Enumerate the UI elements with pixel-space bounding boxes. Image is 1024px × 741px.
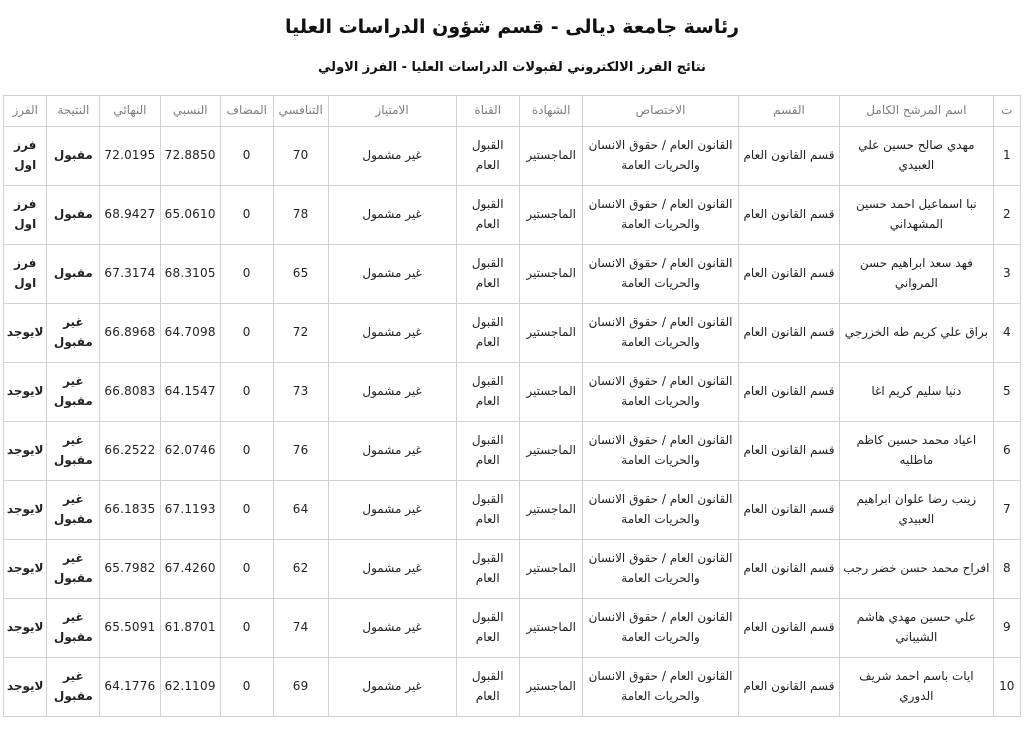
degree: الماجستير [519, 304, 582, 363]
col-header-relative: النسبي [160, 96, 220, 127]
excellence: غير مشمول [328, 658, 456, 717]
competitive-score: 65 [273, 245, 328, 304]
specialization: القانون العام / حقوق الانسان والحريات العامة [583, 127, 738, 186]
final-score: 66.8083 [100, 363, 160, 422]
candidate-name: علي حسين مهدي هاشم الشيباني [840, 599, 993, 658]
col-header-excellence: الامتياز [328, 96, 456, 127]
competitive-score: 72 [273, 304, 328, 363]
sort-status: فرز اول [4, 186, 47, 245]
result-status: مقبول [47, 186, 100, 245]
table-row [4, 363, 1021, 422]
results-table [3, 95, 1021, 717]
channel: القبول العام [456, 658, 519, 717]
relative-score: 62.1109 [160, 658, 220, 717]
relative-score: 72.8850 [160, 127, 220, 186]
channel: القبول العام [456, 599, 519, 658]
channel: القبول العام [456, 186, 519, 245]
page-subtitle: نتائج الفرز الالكتروني لقبولات الدراسات العليا - الفرز الاولي [318, 60, 706, 75]
excellence: غير مشمول [328, 304, 456, 363]
excellence: غير مشمول [328, 422, 456, 481]
specialization: القانون العام / حقوق الانسان والحريات العامة [583, 658, 738, 717]
specialization: القانون العام / حقوق الانسان والحريات العامة [583, 540, 738, 599]
result-status: غير مقبول [47, 363, 100, 422]
final-score: 66.2522 [100, 422, 160, 481]
added-score: 0 [220, 599, 273, 658]
added-score: 0 [220, 481, 273, 540]
col-header-degree: الشهادة [519, 96, 582, 127]
sort-status: فرز اول [4, 127, 47, 186]
added-score: 0 [220, 186, 273, 245]
sort-status: فرز اول [4, 245, 47, 304]
degree: الماجستير [519, 481, 582, 540]
specialization: القانون العام / حقوق الانسان والحريات العامة [583, 481, 738, 540]
added-score: 0 [220, 422, 273, 481]
table-row [4, 245, 1021, 304]
table-row [4, 658, 1021, 717]
sort-status: لايوجد [4, 658, 47, 717]
degree: الماجستير [519, 127, 582, 186]
relative-score: 68.3105 [160, 245, 220, 304]
result-status: مقبول [47, 245, 100, 304]
specialization: القانون العام / حقوق الانسان والحريات العامة [583, 304, 738, 363]
department: قسم القانون العام [738, 304, 839, 363]
sort-status: لايوجد [4, 599, 47, 658]
row-index: 1 [993, 127, 1020, 186]
col-header-sort: الفرز [4, 96, 47, 127]
result-status: مقبول [47, 127, 100, 186]
table-row [4, 127, 1021, 186]
table-row [4, 481, 1021, 540]
specialization: القانون العام / حقوق الانسان والحريات العامة [583, 245, 738, 304]
final-score: 66.1835 [100, 481, 160, 540]
final-score: 72.0195 [100, 127, 160, 186]
added-score: 0 [220, 658, 273, 717]
excellence: غير مشمول [328, 599, 456, 658]
excellence: غير مشمول [328, 245, 456, 304]
department: قسم القانون العام [738, 186, 839, 245]
row-index: 9 [993, 599, 1020, 658]
result-status: غير مقبول [47, 481, 100, 540]
col-header-result: النتيجة [47, 96, 100, 127]
row-index: 7 [993, 481, 1020, 540]
table-row [4, 422, 1021, 481]
added-score: 0 [220, 127, 273, 186]
department: قسم القانون العام [738, 363, 839, 422]
col-header-added: المضاف [220, 96, 273, 127]
table-row [4, 304, 1021, 363]
added-score: 0 [220, 363, 273, 422]
table-row [4, 186, 1021, 245]
row-index: 8 [993, 540, 1020, 599]
row-index: 6 [993, 422, 1020, 481]
added-score: 0 [220, 245, 273, 304]
sort-status: لايوجد [4, 304, 47, 363]
col-header-index: ت [993, 96, 1020, 127]
channel: القبول العام [456, 127, 519, 186]
final-score: 67.3174 [100, 245, 160, 304]
department: قسم القانون العام [738, 245, 839, 304]
relative-score: 61.8701 [160, 599, 220, 658]
competitive-score: 70 [273, 127, 328, 186]
channel: القبول العام [456, 481, 519, 540]
relative-score: 65.0610 [160, 186, 220, 245]
channel: القبول العام [456, 422, 519, 481]
department: قسم القانون العام [738, 481, 839, 540]
result-status: غير مقبول [47, 540, 100, 599]
department: قسم القانون العام [738, 540, 839, 599]
result-status: غير مقبول [47, 658, 100, 717]
specialization: القانون العام / حقوق الانسان والحريات العامة [583, 599, 738, 658]
excellence: غير مشمول [328, 186, 456, 245]
candidate-name: افراح محمد حسن خضر رجب [840, 540, 993, 599]
competitive-score: 74 [273, 599, 328, 658]
competitive-score: 78 [273, 186, 328, 245]
specialization: القانون العام / حقوق الانسان والحريات العامة [583, 363, 738, 422]
sort-status: لايوجد [4, 422, 47, 481]
final-score: 66.8968 [100, 304, 160, 363]
sort-status: لايوجد [4, 363, 47, 422]
added-score: 0 [220, 540, 273, 599]
degree: الماجستير [519, 599, 582, 658]
col-header-final: النهائي [100, 96, 160, 127]
sort-status: لايوجد [4, 481, 47, 540]
excellence: غير مشمول [328, 481, 456, 540]
channel: القبول العام [456, 245, 519, 304]
added-score: 0 [220, 304, 273, 363]
row-index: 10 [993, 658, 1020, 717]
table-body [4, 127, 1021, 717]
col-header-name: اسم المرشح الكامل [840, 96, 993, 127]
channel: القبول العام [456, 304, 519, 363]
final-score: 64.1776 [100, 658, 160, 717]
row-index: 2 [993, 186, 1020, 245]
final-score: 68.9427 [100, 186, 160, 245]
candidate-name: براق علي كريم طه الخزرجي [840, 304, 993, 363]
channel: القبول العام [456, 540, 519, 599]
degree: الماجستير [519, 186, 582, 245]
competitive-score: 62 [273, 540, 328, 599]
degree: الماجستير [519, 363, 582, 422]
candidate-name: زينب رضا علوان ابراهيم العبيدي [840, 481, 993, 540]
degree: الماجستير [519, 540, 582, 599]
competitive-score: 73 [273, 363, 328, 422]
candidate-name: مهدي صالح حسين علي العبيدي [840, 127, 993, 186]
degree: الماجستير [519, 245, 582, 304]
table-row [4, 599, 1021, 658]
relative-score: 67.4260 [160, 540, 220, 599]
excellence: غير مشمول [328, 363, 456, 422]
sort-status: لايوجد [4, 540, 47, 599]
final-score: 65.7982 [100, 540, 160, 599]
col-header-competitive: التنافسي [273, 96, 328, 127]
row-index: 3 [993, 245, 1020, 304]
candidate-name: اعياد محمد حسين كاظم ماطليه [840, 422, 993, 481]
channel: القبول العام [456, 363, 519, 422]
relative-score: 64.1547 [160, 363, 220, 422]
competitive-score: 64 [273, 481, 328, 540]
candidate-name: دنيا سليم كريم اغا [840, 363, 993, 422]
result-status: غير مقبول [47, 304, 100, 363]
table-header-row [4, 96, 1021, 127]
department: قسم القانون العام [738, 422, 839, 481]
department: قسم القانون العام [738, 599, 839, 658]
relative-score: 67.1193 [160, 481, 220, 540]
relative-score: 62.0746 [160, 422, 220, 481]
col-header-specialization: الاختصاص [583, 96, 738, 127]
result-status: غير مقبول [47, 599, 100, 658]
page-title: رئاسة جامعة ديالى - قسم شؤون الدراسات العليا [284, 16, 740, 38]
row-index: 5 [993, 363, 1020, 422]
result-status: غير مقبول [47, 422, 100, 481]
row-index: 4 [993, 304, 1020, 363]
department: قسم القانون العام [738, 658, 839, 717]
competitive-score: 76 [273, 422, 328, 481]
department: قسم القانون العام [738, 127, 839, 186]
candidate-name: ايات باسم احمد شريف الدوري [840, 658, 993, 717]
candidate-name: نبا اسماعيل احمد حسين المشهداني [840, 186, 993, 245]
degree: الماجستير [519, 658, 582, 717]
col-header-department: القسم [738, 96, 839, 127]
specialization: القانون العام / حقوق الانسان والحريات العامة [583, 186, 738, 245]
degree: الماجستير [519, 422, 582, 481]
relative-score: 64.7098 [160, 304, 220, 363]
candidate-name: فهد سعد ابراهيم حسن المرواني [840, 245, 993, 304]
final-score: 65.5091 [100, 599, 160, 658]
col-header-channel: القناة [456, 96, 519, 127]
excellence: غير مشمول [328, 127, 456, 186]
specialization: القانون العام / حقوق الانسان والحريات العامة [583, 422, 738, 481]
excellence: غير مشمول [328, 540, 456, 599]
table-row [4, 540, 1021, 599]
competitive-score: 69 [273, 658, 328, 717]
